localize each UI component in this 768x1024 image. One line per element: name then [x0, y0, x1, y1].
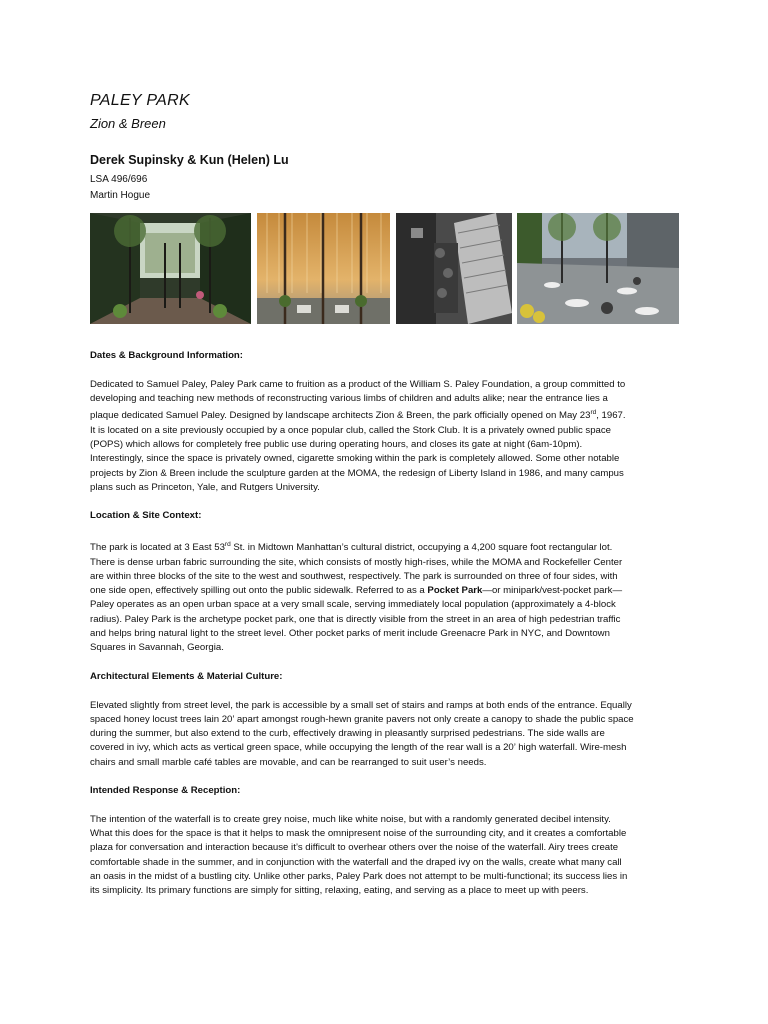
section-heading-architecture: Architectural Elements & Material Culture:: [90, 670, 283, 682]
section-text-response: The intention of the waterfall is to create grey noise, much like white noise, but with a randomly generated decibel intensity. What this does for the space is that it helps to mask the omnipresent noise of the surrounding city, and it creates a comfortable plaza for conversation and interaction because it’s difficult to overhear others over the noise of the waterfall. Airy trees create comfortable shade in the summer, and in conjunction with the waterfall and the draped ivy on the walls, create what many call an oasis in the midst of a bustling city. Unlike other parks, Paley Park does not attempt to be multi-functional; its success lies in its simplicity. Its primary functions are simply for sitting, relaxing, eating, and serving as a place to meet up with peers.: [90, 813, 628, 897]
instructor-name: Martin Hogue: [90, 190, 151, 201]
document-subtitle: Zion & Breen: [90, 116, 166, 131]
section-heading-dates: Dates & Background Information:: [90, 350, 243, 361]
courtyard-photo: [90, 213, 251, 324]
section-text-dates: Dedicated to Samuel Paley, Paley Park came to fruition as a product of the William S. Paley Foundation, a group committed to developing and teaching new methods of reconstructing various limbs of children and adults alike; near the entrance lies a plaque dedicated Samuel Paley. Designed by landscape architects Zion & Breen, the park officially opened on May 23rd, 1967. It is located on a site previously occupied by a once popular club, called the Stork Club. It is a privately owned public space (POPS) which allows for completely free public use during operating hours, and closes its gate at night (6am-10pm). Interestingly, since the space is privately owned, cigarette smoking within the park is completely allowed. Some other notable projects by Zion & Breen include the sculpture garden at the MOMA, the redesign of Liberty Island in 1986, and many campus plans such as Princeton, Yale, and Rutgers University.: [90, 378, 626, 493]
section-heading-location: Location & Site Context:: [90, 510, 202, 522]
waterfall-photo: [257, 213, 390, 324]
aerial-plan-photo: [396, 213, 512, 324]
plaza-seating-photo: [517, 213, 679, 324]
photo-strip: [0, 213, 768, 324]
section-heading-response: Intended Response & Reception:: [90, 785, 241, 797]
section-text-location: The park is located at 3 East 53rd St. in Midtown Manhattan’s cultural district, occupying a 4,200 square foot rectangular lot. There is dense urban fabric surrounding the site, which consists of mostly high-rises, while the MOMA and Rockefeller Center are within three blocks of the site to the west and southwest, respectively. The park is surrounded on three of four sides, with one side open, effectively spilling out onto the public sidewalk. Referred to as a Pocket Park—or minipark/vest-pocket park— Paley operates as an open urban space at a very small scale, serving immediately local population (approximately a 4-block radius). Paley Park is the archetype pocket park, one that is directly visible from the street in an area of high pedestrian traffic and helps bring natural light to the street level. Other pocket parks of merit include Greenacre Park in NYC, and Downtown Squares in Savannah, Georgia.: [90, 541, 623, 654]
document-title: PALEY PARK: [90, 92, 190, 109]
course-number: LSA 496/696: [90, 174, 148, 185]
course-info: [90, 172, 150, 204]
section-text-architecture: Elevated slightly from street level, the park is accessible by a small set of stairs and ramps at both ends of the entrance. Equally spaced honey locust trees lain 20’ apart amongst rough-hewn granite pavers not only create a canopy to shade the public space during the summer, but also extend to the curb, effectively drawing in pleasantly surprised pedestrians. The side walls are covered in ivy, which acts as vertical green space, while occupying the length of the rear wall is a 20’ high waterfall. Wire-mesh chairs and small marble café tables are movable, and can be rearranged to suit user’s needs.: [90, 699, 634, 768]
author-names: Derek Supinsky & Kun (Helen) Lu: [90, 153, 289, 167]
document-body: [90, 349, 680, 899]
